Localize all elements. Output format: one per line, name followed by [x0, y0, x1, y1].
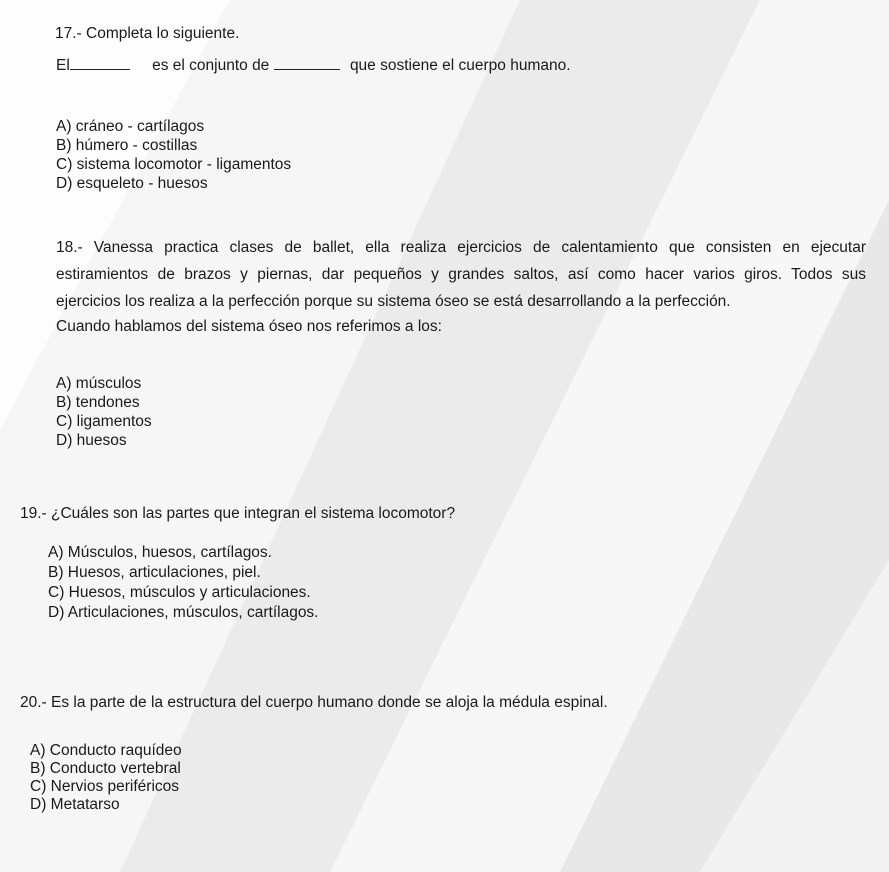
q17-title: 17.- Completa lo siguiente.	[55, 25, 240, 42]
q19-title: 19.- ¿Cuáles son las partes que integran el sistema locomotor?	[20, 505, 456, 522]
q17-part2: es el conjunto de	[152, 57, 270, 74]
q19-option-c[interactable]: C) Huesos, músculos y articulaciones.	[48, 584, 311, 601]
q18-option-b[interactable]: B) tendones	[56, 394, 140, 411]
q18-question: Cuando hablamos del sistema óseo nos referimos a los:	[56, 318, 442, 335]
q17-option-b[interactable]: B) húmero - costillas	[56, 137, 198, 154]
q20-options	[30, 742, 182, 814]
q17-blank-2[interactable]	[274, 69, 340, 70]
q19-option-b[interactable]: B) Huesos, articulaciones, piel.	[48, 564, 261, 581]
q18-options	[56, 374, 152, 450]
q18-line-1: 18.- Vanessa practica clases de ballet, ella realiza ejercicios de calentamiento que consisten en ejecutar	[56, 239, 866, 256]
q17-option-c[interactable]: C) sistema locomotor - ligamentos	[56, 156, 292, 173]
q18-paragraph	[56, 234, 866, 315]
q20-option-c[interactable]: C) Nervios periféricos	[30, 778, 180, 795]
q17-blank-1[interactable]	[70, 69, 130, 70]
q17-options	[56, 117, 291, 193]
q18-option-c[interactable]: C) ligamentos	[56, 413, 152, 430]
q20-title: 20.- Es la parte de la estructura del cuerpo humano donde se aloja la médula espinal.	[20, 694, 608, 711]
q18-option-a[interactable]: A) músculos	[56, 375, 142, 392]
q17-part1: El	[56, 57, 70, 74]
q17-option-d[interactable]: D) esqueleto - huesos	[56, 175, 208, 192]
q17-sentence	[56, 57, 571, 75]
q19-option-a[interactable]: A) Músculos, huesos, cartílagos.	[48, 544, 272, 561]
q17-part3: que sostiene el cuerpo humano.	[349, 57, 571, 74]
q19-option-d[interactable]: D) Articulaciones, músculos, cartílagos.	[48, 604, 319, 621]
q19-options	[48, 543, 319, 623]
q20-option-a[interactable]: A) Conducto raquídeo	[30, 742, 182, 759]
q20-option-d[interactable]: D) Metatarso	[30, 796, 120, 813]
q20-option-b[interactable]: B) Conducto vertebral	[30, 760, 181, 777]
q18-line-2: estiramientos de brazos y piernas, dar pequeños y grandes saltos, así como hacer varios giros. Todos sus	[56, 266, 866, 283]
q18-option-d[interactable]: D) huesos	[56, 432, 127, 449]
q17-option-a[interactable]: A) cráneo - cartílagos	[56, 118, 205, 135]
q18-line-3: ejercicios los realiza a la perfección porque su sistema óseo se está desarrollando a la perfección.	[56, 293, 731, 310]
